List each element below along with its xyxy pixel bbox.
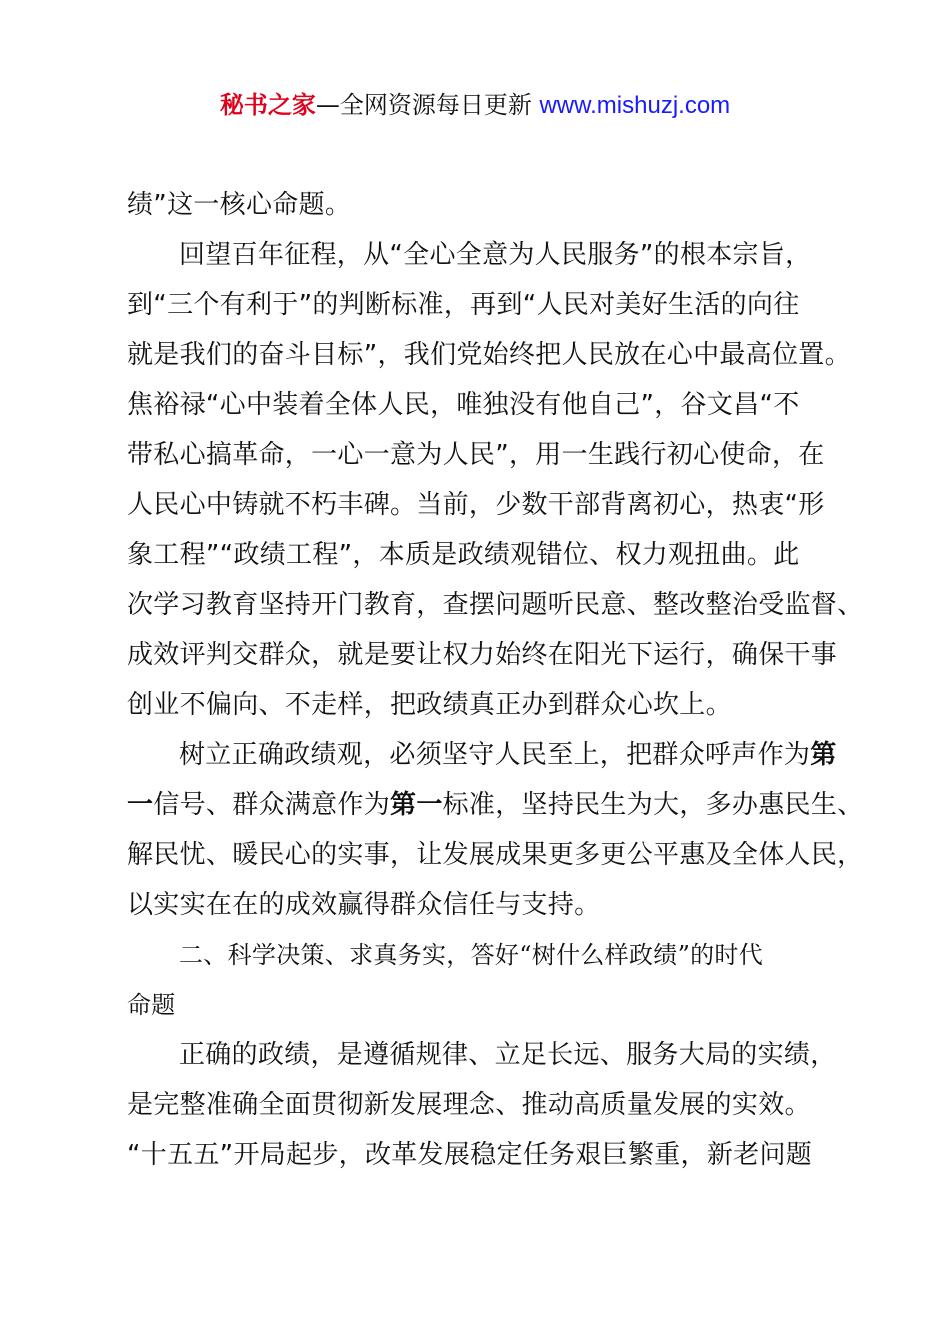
text-line: 就是我们的奋斗目标”，我们党始终把人民放在心中最高位置。 — [127, 340, 851, 370]
document-body — [127, 180, 862, 1180]
text-line: 成效评判交群众，就是要让权力始终在阳光下运行，确保干事 — [127, 640, 838, 670]
text-line: 绩”这一核心命题。 — [127, 190, 352, 220]
header-url[interactable]: www.mishuzj.com — [539, 92, 731, 119]
bold-text: 一 — [127, 790, 154, 820]
text-segment: 树立正确政绩观，必须坚守人民至上，把群众呼声作为 — [179, 740, 811, 770]
text-line: 正确的政绩，是遵循规律、立足长远、服务大局的实绩， — [179, 1040, 837, 1070]
section-heading: 二、科学决策、求真务实，答好“树什么样政绩”的时代 — [179, 941, 764, 969]
text-line: 以实实在在的成效赢得群众信任与支持。 — [127, 890, 601, 920]
text-line: 到“三个有利于”的判断标准，再到“人民对美好生活的向往 — [127, 290, 800, 320]
text-line: 回望百年征程，从“全心全意为人民服务”的根本宗旨， — [179, 240, 812, 270]
text-line: “十五五”开局起步，改革发展稳定任务艰巨繁重，新老问题 — [127, 1140, 813, 1170]
text-line: 次学习教育坚持开门教育，查摆问题听民意、整改整治受监督、 — [127, 590, 864, 620]
text-line: 焦裕禄“心中装着全体人民，唯独没有他自己”，谷文昌“不 — [127, 390, 800, 420]
header-tagline: —全网资源每日更新 — [315, 91, 532, 119]
page-header — [0, 88, 950, 123]
text-line — [127, 730, 862, 780]
text-line: 解民忧、暖民心的实事，让发展成果更多更公平惠及全体人民， — [127, 840, 864, 870]
text-segment: 标准，坚持民生为大，多办惠民生、 — [442, 790, 864, 820]
text-segment: 信号、群众满意作为 — [153, 790, 391, 820]
text-line: 人民心中铸就不朽丰碑。当前，少数干部背离初心，热衷“形 — [127, 490, 825, 520]
brand-name: 秘书之家 — [219, 91, 316, 119]
text-line: 带私心搞革命，一心一意为人民”，用一生践行初心使命，在 — [127, 440, 825, 470]
section-heading-continued: 命题 — [127, 991, 176, 1019]
bold-text: 第一 — [390, 790, 443, 820]
text-line — [127, 780, 862, 830]
text-line: 象工程”“政绩工程”，本质是政绩观错位、权力观扭曲。此 — [127, 540, 800, 570]
text-line: 创业不偏向、不走样，把政绩真正办到群众心坎上。 — [127, 690, 732, 720]
bold-text: 第 — [810, 740, 837, 770]
text-line: 是完整准确全面贯彻新发展理念、推动高质量发展的实效。 — [127, 1090, 811, 1120]
